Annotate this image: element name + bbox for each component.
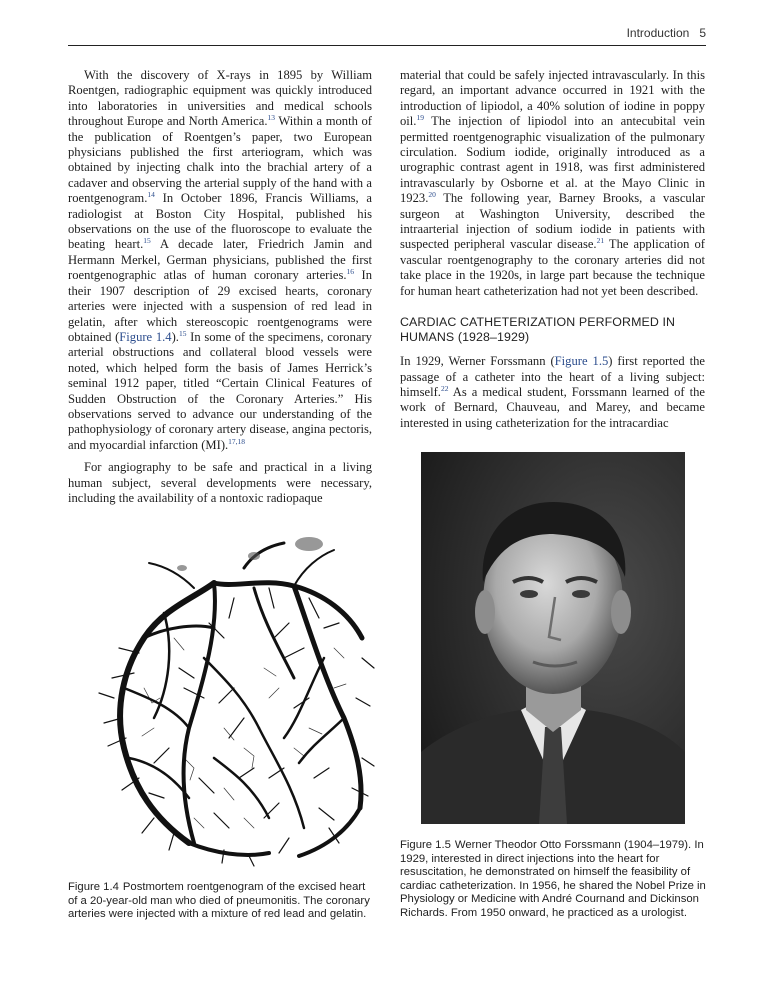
figure-1-4-label: Figure 1.4 (68, 881, 119, 893)
reference-marker[interactable]: 20 (428, 190, 436, 200)
left-paragraph-2: For angiography to be safe and practical in a living human subject, several developments were necessary, including the availability of a nontoxic radiopaque (68, 460, 372, 505)
header-section-title: Introduction (626, 26, 690, 40)
right-paragraph-2: In 1929, Werner Forssmann (Figure 1.5) first reported the passage of a catheter into the heart of a living subject: himself.$^{22}$ As a medical student, Forssmann learned of the work of Bernard, Chauveau, and Marey, and became interested in using catheterization for the intracardiac (400, 354, 705, 430)
reference-marker[interactable]: 17,18 (228, 436, 246, 446)
figure-1-5-caption (400, 839, 706, 921)
right-paragraph-1: material that could be safely injected intravascularly. In this regard, an important advance occurred in 1921 with the introduction of lipiodol, a 40% solution of iodine in poppy oil.$^{19}$ The injection of lipiodol into an antecubital vein permitted roentgenographic visualization of the pulmonary circulation. Sodium iodide, originally introduced as a urographic contrast agent in 1918, was first administered intravascularly by Osborne et al. at the Mayo Clinic in 1923.20 The following year, Barney Brooks, a vascular surgeon at Washington University, described the intraarterial injection of sodium iodide in patients with suspected peripheral vascular disease.$^{21}$ The application of vascular roentgenography to the coronary arteries did not take place in the 1920s, in large part because the technique for human heart catheterization had not yet been described. (400, 68, 705, 298)
right-column (400, 68, 705, 431)
figure-1-5-label: Figure 1.5 (400, 839, 451, 851)
reference-marker[interactable]: 15 (143, 236, 151, 246)
reference-marker[interactable]: 15 (178, 328, 187, 338)
left-column (68, 68, 372, 506)
figure-reference-link[interactable]: Figure 1.5 (554, 354, 609, 369)
reference-marker[interactable]: 14 (147, 190, 155, 200)
header-page-number: 5 (699, 26, 706, 40)
reference-marker[interactable]: 19 (416, 113, 424, 123)
reference-marker[interactable]: 13 (267, 113, 275, 123)
reference-marker[interactable]: 22 (440, 383, 449, 393)
section-heading: CARDIAC CATHETERIZATION PERFORMED IN HUMANS (1928–1929) (400, 315, 676, 345)
figure-1-4-caption (68, 881, 374, 922)
figure-1-5-portrait-photo (421, 452, 685, 824)
figure-1-5-caption-text: Werner Theodor Otto Forssmann (1904–1979). In 1929, interested in direct injections into the heart for resuscitation, he demonstrated on himself the feasibility of cardiac catheterization. In 1956, he shared the Nobel Prize in Physiology or Medicine with André Cournand and Dickinson Richards. From 1950 onward, he practiced as a urologist. (400, 839, 706, 919)
figure-1-4-angiogram-image (94, 528, 377, 868)
left-paragraph-1: With the discovery of X-rays in 1895 by William Roentgen, radiographic equipment was quickly introduced into laboratories in universities and medical schools throughout Europe and North America.$^{13}$ Within a month of the publication of Roentgen’s paper, two European physicians published the first arteriogram, which was obtained by injecting chalk into the brachial artery of a cadaver and observing the arterial supply of the hand with a roentgenogram.$^{14}$ In October 1896, Francis Williams, a radiologist at Boston City Hospital, published his observations on the use of the fluoroscope to evaluate the beating heart.$^{15}$ A decade later, Friedrich Jamin and Hermann Merkel, German physicians, published the first roentgenographic atlas of human coronary arteries.$^{16}$ In their 1907 description of 29 excised hearts, coronary arteries were injected with a suspension of red lead in gelatin, after which stereoscopic roentgenograms were obtained (Figure 1.4).$^{15}$ In some of the specimens, coronary arterial obstructions and collateral blood vessels were noted, which helped form the basis of James Herrick’s seminal 1912 paper, titled “Certain Clinical Features of Sudden Obstruction of the Coronary Arteries.” His observations served to advance our understanding of the pathophysiology of coronary artery disease, angina pectoris, and myocardial infarction (MI).$^{17,18}$ (68, 68, 373, 452)
running-header (68, 26, 706, 46)
figure-reference-link[interactable]: Figure 1.4 (119, 329, 172, 344)
reference-marker[interactable]: 21 (596, 236, 605, 246)
reference-marker[interactable]: 16 (346, 267, 354, 277)
figure-1-4-caption-text: Postmortem roentgenogram of the excised heart of a 20-year-old man who died of pneumonitis. The coronary arteries were injected with a mixture of red lead and gelatin. (68, 881, 370, 921)
